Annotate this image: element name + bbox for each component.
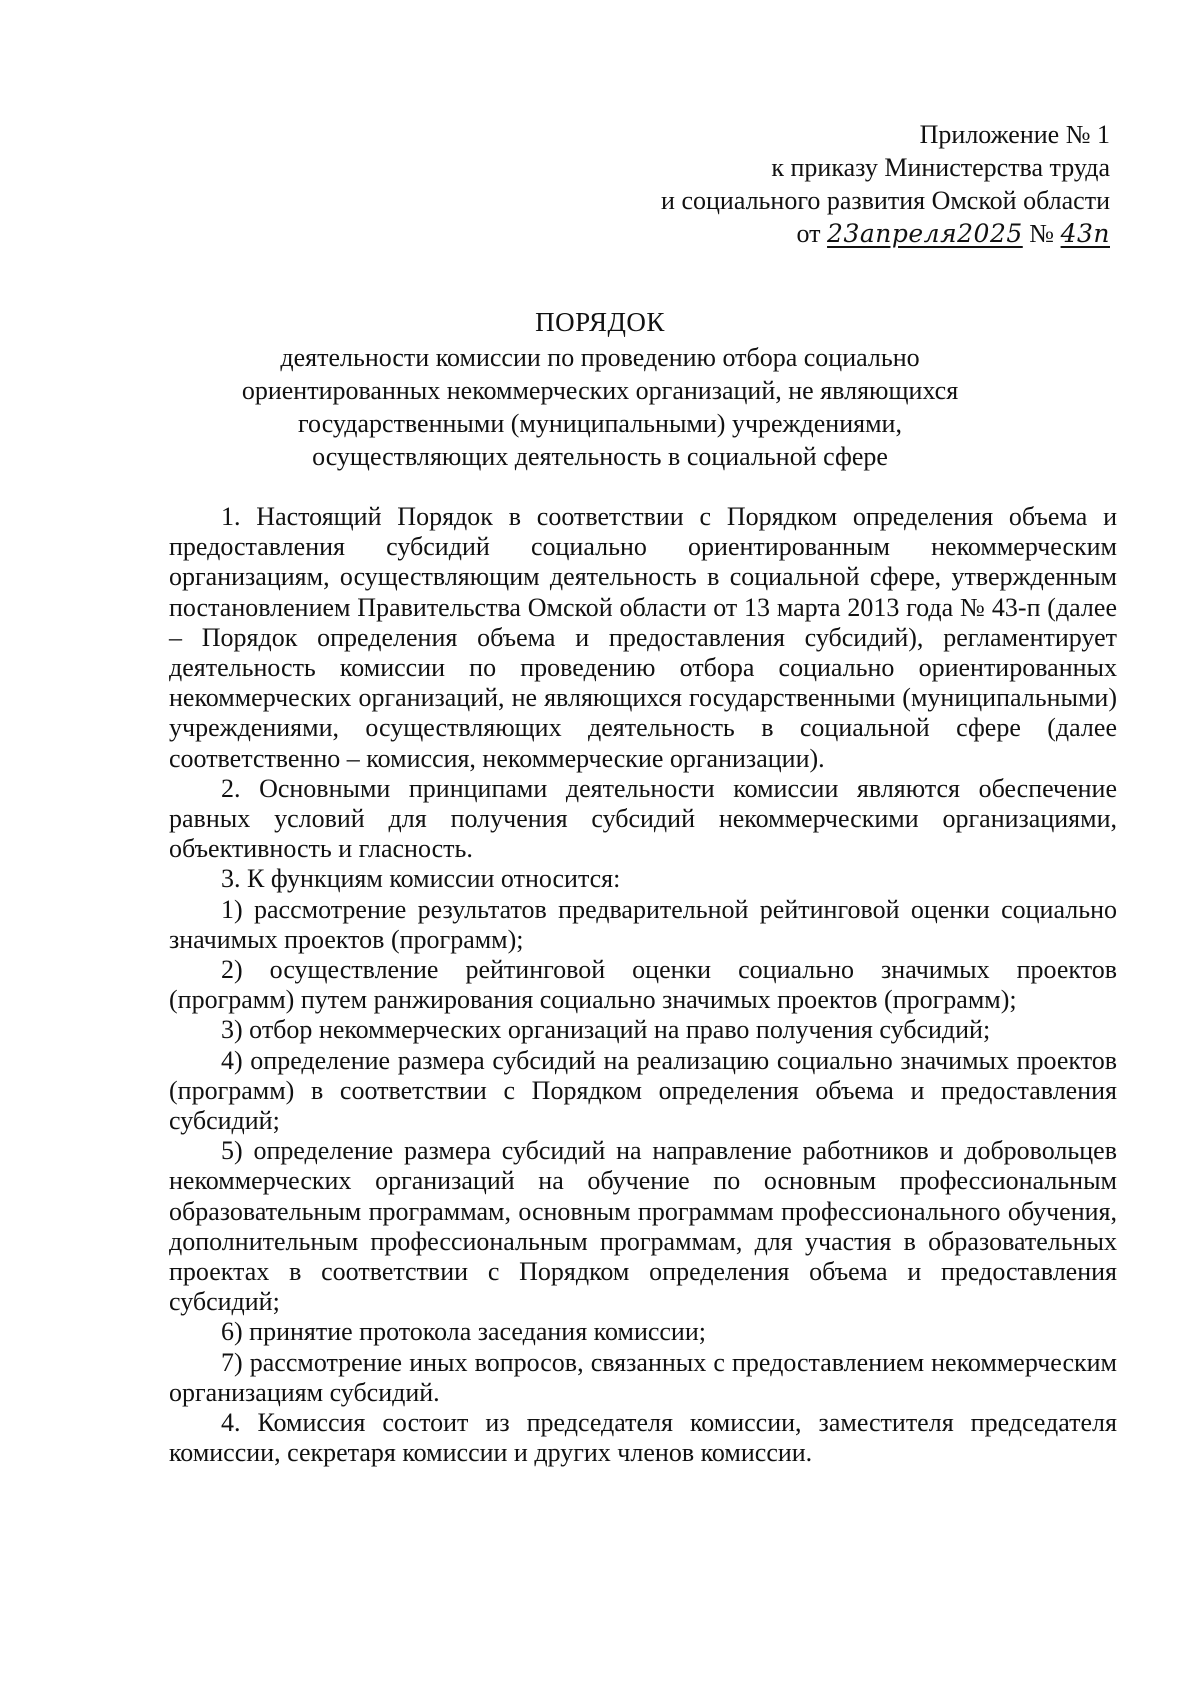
list-item-3: 3) отбор некоммерческих организаций на право получения субсидий; xyxy=(221,1015,991,1045)
document-subtitle-line: осуществляющих деятельность в социальной сфере xyxy=(312,442,888,471)
list-item-7: 7) рассмотрение иных вопросов, связанных с предоставлением некоммерческим организациям субсидий. xyxy=(169,1347,1117,1407)
document-title: ПОРЯДОК xyxy=(535,307,665,337)
document-subtitle-line: ориентированных некоммерческих организаций, не являющихся xyxy=(241,376,959,405)
paragraph-1: 1. Настоящий Порядок в соответствии с Порядком определения объема и предоставления субсидий социально ориентированным некоммерческим организациям, осуществляющим деятельность в социальной сфере, утвержденным постановлением Правительства Омской области от 13 марта 2013 года № 43-п (далее – Порядок определения объема и предоставления субсидий), регламентирует деятельность комиссии по проведению отбора социально ориентированных некоммерческих организаций, не являющихся государственными (муниципальными) учреждениями, осуществляющих деятельность в социальной сфере (далее соответственно – комиссия, некоммерческие организации). xyxy=(169,502,1117,773)
appendix-ministry: и социального развития Омской области xyxy=(661,186,1110,215)
date-prefix: от xyxy=(796,219,821,248)
handwritten-date: 23апреля2025 xyxy=(827,219,1023,248)
appendix-number: Приложение № 1 xyxy=(919,120,1110,149)
list-item-6: 6) принятие протокола заседания комиссии; xyxy=(221,1317,706,1347)
document-subtitle-line: деятельности комиссии по проведению отбора социально xyxy=(280,343,920,372)
number-prefix: № xyxy=(1029,219,1055,248)
appendix-header xyxy=(661,118,1110,250)
list-item-1: 1) рассмотрение результатов предварительной рейтинговой оценки социально значимых проектов (программ); xyxy=(169,894,1117,954)
handwritten-number: 43п xyxy=(1060,219,1110,248)
appendix-date-line xyxy=(661,217,1110,250)
document-title-block xyxy=(150,306,1050,473)
list-item-4: 4) определение размера субсидий на реализацию социально значимых проектов (программ) в соответствии с Порядком определения объема и предоставления субсидий; xyxy=(169,1045,1117,1136)
document-subtitle-line: государственными (муниципальными) учреждениями, xyxy=(298,409,902,438)
list-item-2: 2) осуществление рейтинговой оценки социально значимых проектов (программ) путем ранжирования социально значимых проектов (программ); xyxy=(169,955,1117,1015)
appendix-order-reference: к приказу Министерства труда xyxy=(771,153,1110,182)
list-item-5: 5) определение размера субсидий на направление работников и добровольцев некоммерческих организаций на обучение по основным профессиональным образовательным программам, основным программам профессионального обучения, дополнительным профессиональным программам, для участия в образовательных проектах в соответствии с Порядком определения объема и предоставления субсидий; xyxy=(169,1136,1117,1317)
document-body xyxy=(169,502,1117,1469)
paragraph-2: 2. Основными принципами деятельности комиссии являются обеспечение равных условий для получения субсидий некоммерческими организациями, объективность и гласность. xyxy=(169,773,1117,864)
paragraph-4: 4. Комиссия состоит из председателя комиссии, заместителя председателя комиссии, секретаря комиссии и других членов комиссии. xyxy=(169,1408,1117,1468)
paragraph-3: 3. К функциям комиссии относится: xyxy=(221,864,621,894)
